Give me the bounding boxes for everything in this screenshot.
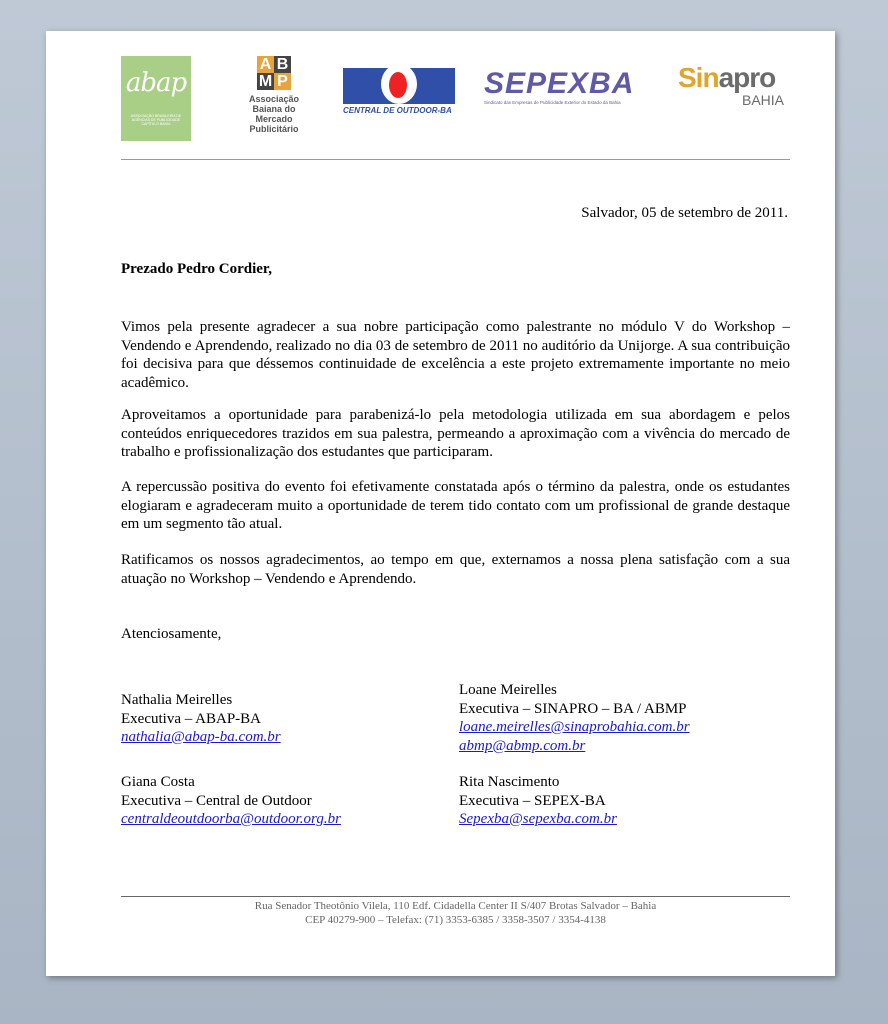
letter-paragraph-2: Aproveitamos a oportunidade para parabenizá-lo pela metodologia utilizada em sua abordagem e pelos conteúdos enriquecedores trazidos em sua palestra, permeando a aproximação com a vivência do mercado de trabalho e profissionalização dos estudantes que participaram. [121,407,790,460]
central-outdoor-logo [343,68,457,118]
abap-logo [121,56,191,141]
sinapro-logo-subtitle: BAHIA [741,92,784,108]
abmp-letter-p: P [274,73,291,90]
signature-email-link[interactable]: nathalia@abap-ba.com.br [121,729,281,745]
signature-email-link[interactable]: abmp@abmp.com.br [459,737,586,754]
abap-logo-mark: abap [125,68,187,98]
signature-block-nathalia [121,691,281,747]
letter-footer [121,899,790,927]
footer-contact: CEP 40279-900 – Telefax: (71) 3353-6385 / 3358-3507 / 3354-4138 [305,914,606,926]
signature-email-link[interactable]: Sepexba@sepexba.com.br [459,811,617,827]
signature-name: Rita Nascimento [459,774,560,790]
signature-role: Executiva – SINAPRO – BA / ABMP [459,700,687,717]
sepex-logo-subtitle: Sindicato das Empresas de Publicidade Exterior do Estado da Bahia [484,100,621,105]
signature-role: Executiva – SEPEX-BA [459,792,606,809]
sinapro-logo-text [678,63,790,93]
abmp-letter-b: B [274,56,291,73]
signature-role: Executiva – Central de Outdoor [121,792,312,809]
sinapro-logo-text-b: apro [718,62,776,93]
abmp-letter-a: A [257,56,274,73]
sepex-logo-text: SEPEXBA [484,67,635,100]
letter-salutation: Prezado Pedro Cordier, [121,261,272,277]
abmp-logo [244,56,304,144]
footer-divider [121,896,790,897]
signature-role: Executiva – ABAP-BA [121,710,261,727]
signature-name: Giana Costa [121,774,195,790]
header-divider [121,159,790,160]
sinapro-logo [678,63,790,118]
signature-block-rita [459,773,617,829]
abmp-logo-text: Associação Baiana do Mercado Publicitário [248,94,300,134]
abap-logo-subtitle: ASSOCIAÇÃO BRASILEIRA DE AGÊNCIAS DE PUBLICIDADE CAPÍTULO BAHIA [130,114,182,126]
letter-paragraph-3: A repercussão positiva do evento foi efetivamente constatada após o término da palestra, onde os estudantes elogiaram e agradeceram muito a oportunidade de terem tido contato com um profissional de grande destaque em um segmento tão atual. [121,479,790,532]
sepex-logo [484,68,639,113]
letter-paragraph-4: Ratificamos os nossos agradecimentos, ao tempo em que, externamos a nossa plena satisfação com a sua atuação no Workshop – Vendendo e Aprendendo. [121,552,790,587]
signature-name: Nathalia Meirelles [121,692,233,708]
letter-closing: Atenciosamente, [121,626,222,642]
letter-paragraph-1: Vimos pela presente agradecer a sua nobre participação como palestrante no módulo V do Workshop – Vendendo e Aprendendo, realizado no dia 03 de setembro de 2011 no auditório da Unijorge. A sua contribuição foi decisiva para que déssemos continuidade de excelência a este projeto extremamente importante no meio acadêmico. [121,319,790,391]
letter-date: Salvador, 05 de setembro de 2011. [581,205,788,221]
signature-name: Loane Meirelles [459,682,557,698]
signature-block-loane [459,681,690,755]
signature-block-giana [121,773,341,829]
central-outdoor-text: CENTRAL DE OUTDOOR-BA [343,106,452,115]
logo-header [46,31,835,161]
signature-email-link[interactable]: loane.meirelles@sinaprobahia.com.br [459,719,690,735]
central-outdoor-mark [343,68,455,104]
sinapro-logo-text-a: Sin [678,62,719,93]
footer-address: Rua Senador Theotônio Vilela, 110 Edf. Cidadella Center II S/407 Brotas Salvador – Bahia [254,900,657,912]
abmp-letter-m: M [258,73,273,90]
abmp-logo-mark [257,56,291,90]
document-page [46,31,835,976]
signature-email-link[interactable]: centraldeoutdoorba@outdoor.org.br [121,811,341,827]
